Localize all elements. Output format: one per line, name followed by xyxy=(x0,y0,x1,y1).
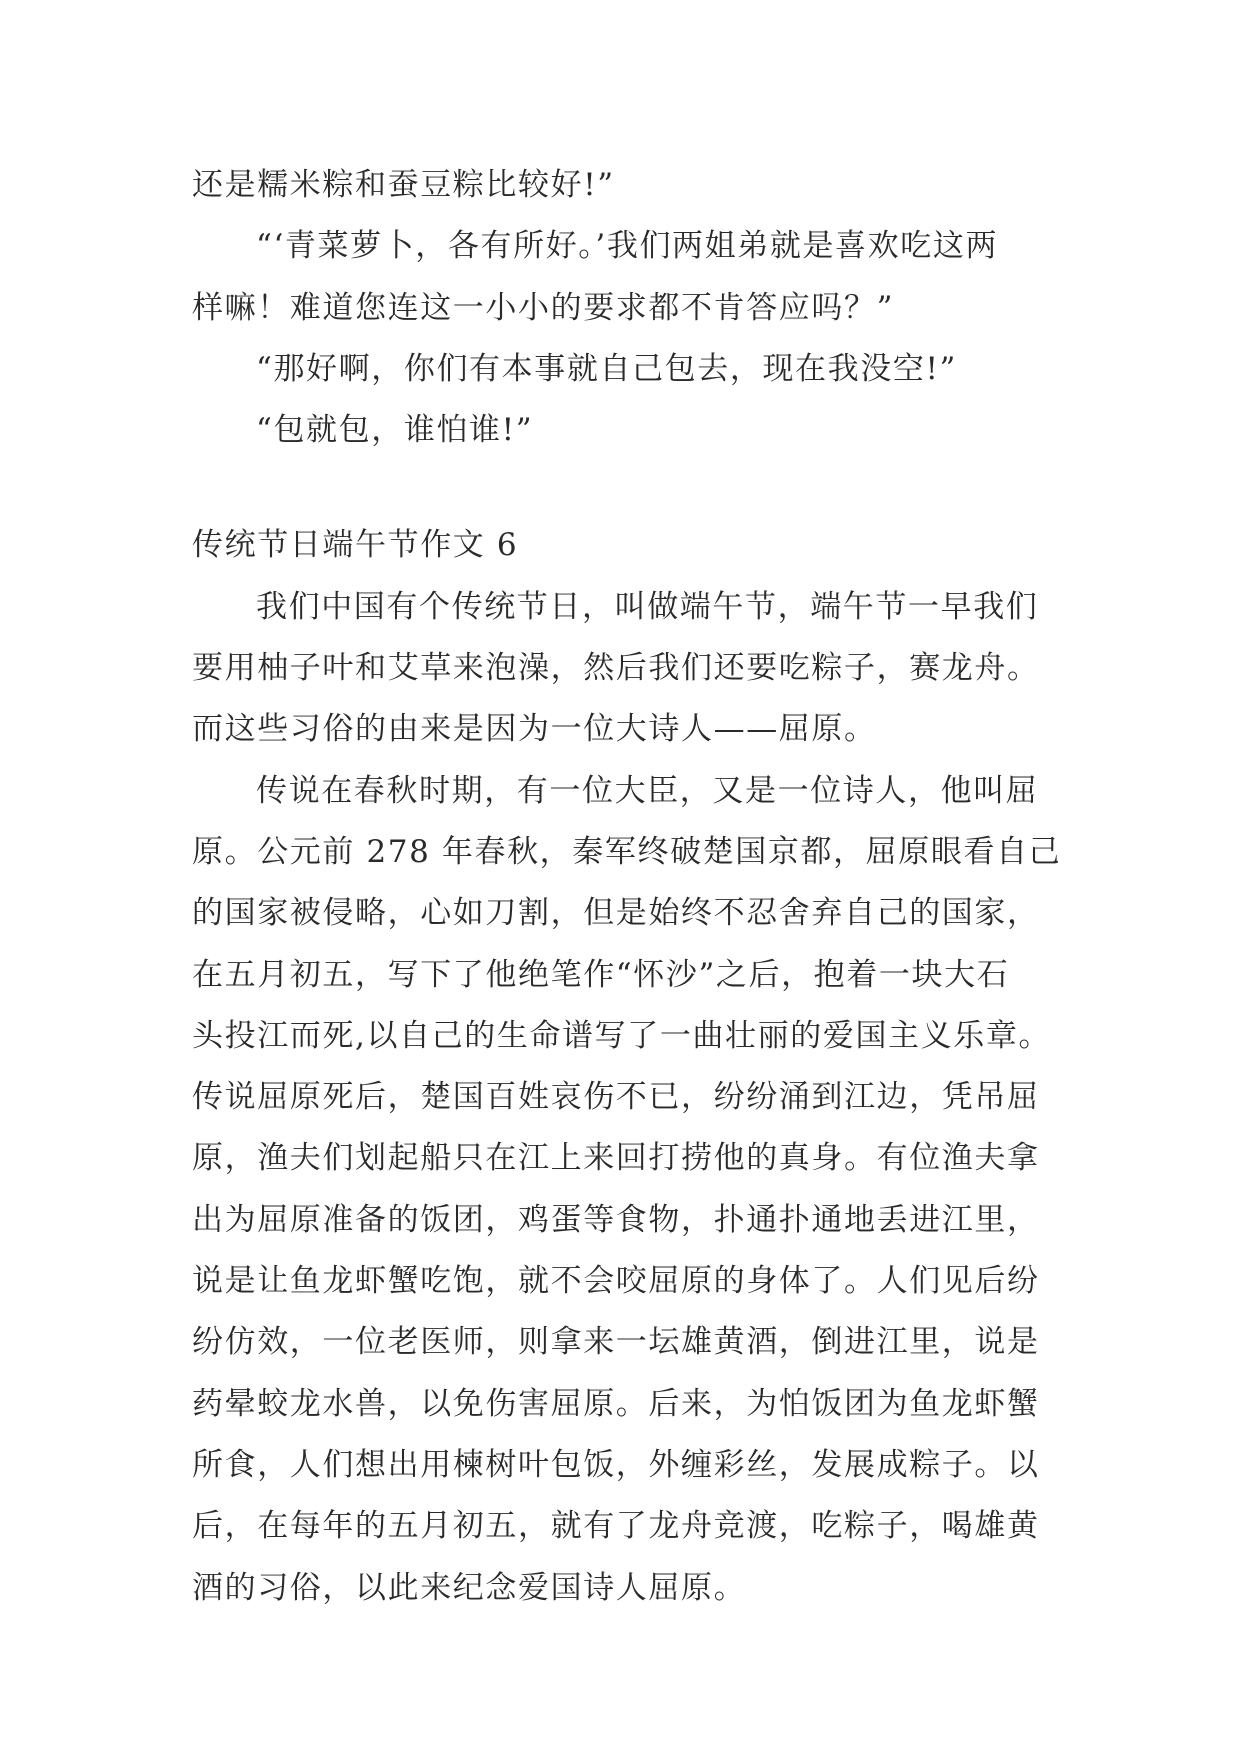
text-line: 要用柚子叶和艾草来泡澡，然后我们还要吃粽子，赛龙舟。 xyxy=(192,650,1040,687)
document-content xyxy=(192,162,1072,1626)
text-line: 的国家被侵略，心如刀割，但是始终不忍舍弃自己的国家， xyxy=(192,895,1040,932)
dialogue-section xyxy=(192,162,1072,468)
text-line: 我们中国有个传统节日，叫做端午节，端午节一早我们 xyxy=(256,588,1039,625)
text-line: 出为屈原准备的饭团，鸡蛋等食物，扑通扑通地丢进江里， xyxy=(192,1201,1040,1238)
text-line: “包就包，谁怕谁!” xyxy=(256,412,534,449)
text-line: “那好啊，你们有本事就自己包去，现在我没空!” xyxy=(256,350,957,387)
text-line: 原。公元前 278 年春秋，秦军终破楚国京都，屈原眼看自己 xyxy=(192,833,1062,870)
text-line: 说是让鱼龙虾蟹吃饱，就不会咬屈原的身体了。人们见后纷 xyxy=(192,1263,1040,1300)
text-line: 还是糯米粽和蚕豆粽比较好!” xyxy=(192,167,615,203)
text-line: 酒的习俗，以此来纪念爱国诗人屈原。 xyxy=(192,1569,747,1606)
section-gap xyxy=(192,468,1072,522)
text-line: 样嘛！难道您连这一小小的要求都不肯答应吗？” xyxy=(192,289,895,326)
text-line: 原，渔夫们划起船只在江上来回打捞他的真身。有位渔夫拿 xyxy=(192,1140,1040,1177)
text-line: 后，在每年的五月初五，就有了龙舟竞渡，吃粽子，喝雄黄 xyxy=(192,1508,1040,1545)
essay-heading: 传统节日端午节作文 6 xyxy=(192,527,519,564)
text-line: “‘青菜萝卜，各有所好。’我们两姐弟就是喜欢吃这两 xyxy=(256,228,999,265)
text-line: 传说在春秋时期，有一位大臣，又是一位诗人，他叫屈 xyxy=(256,772,1039,809)
text-line: 所食，人们想出用楝树叶包饭，外缠彩丝，发展成粽子。以 xyxy=(192,1446,1040,1483)
text-line: 头投江而死,以自己的生命谱写了一曲壮丽的爱国主义乐章。 xyxy=(192,1017,1052,1054)
essay-body xyxy=(192,584,1072,1626)
text-line: 在五月初五，写下了他绝笔作“怀沙”之后，抱着一块大石 xyxy=(192,956,1010,993)
text-line: 药晕蛟龙水兽，以免伤害屈原。后来，为怕饭团为鱼龙虾蟹 xyxy=(192,1385,1040,1422)
text-line: 而这些习俗的由来是因为一位大诗人——屈原。 xyxy=(192,711,877,748)
text-line: 传说屈原死后，楚国百姓哀伤不已，纷纷涌到江边，凭吊屈 xyxy=(192,1079,1040,1116)
text-line: 纷仿效，一位老医师，则拿来一坛雄黄酒，倒进江里，说是 xyxy=(192,1324,1040,1361)
